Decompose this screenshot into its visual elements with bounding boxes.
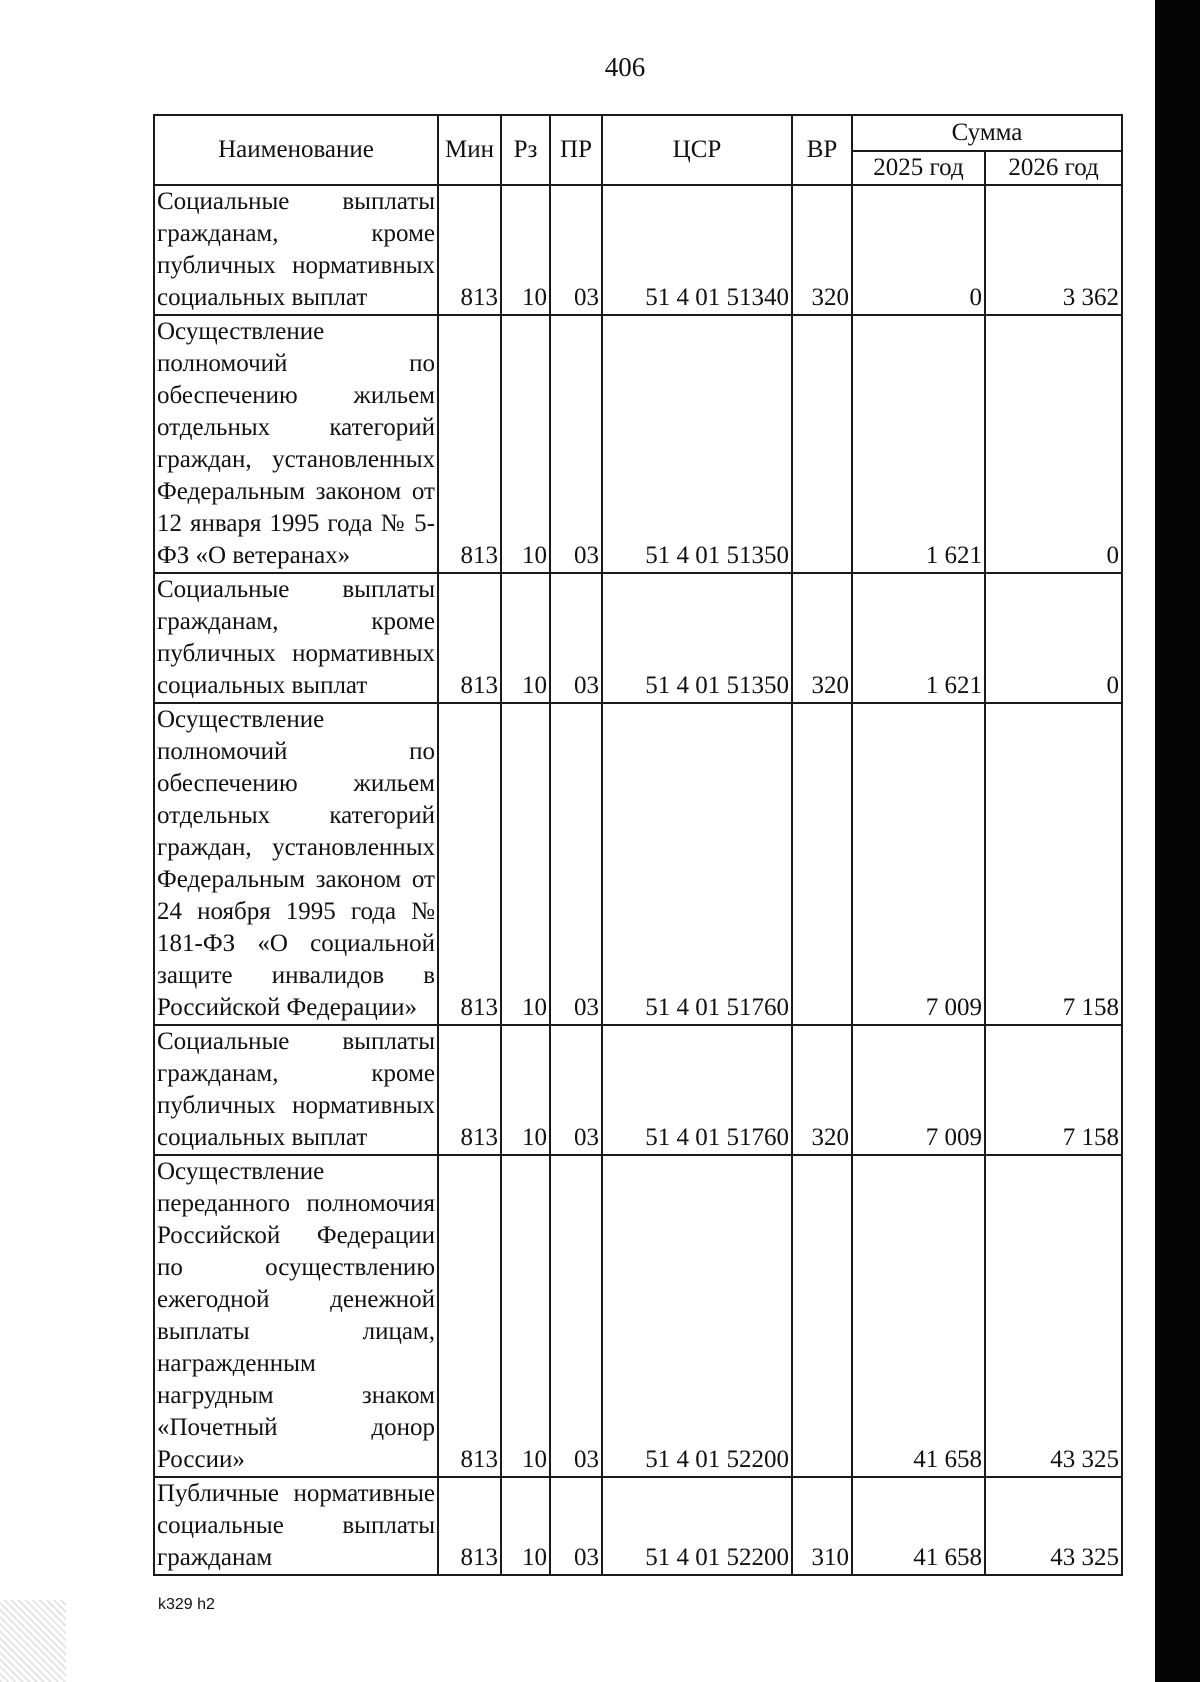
row-min: 813 [438,315,501,573]
row-vr [792,1155,852,1477]
row-csr: 51 4 01 52200 [602,1155,792,1477]
row-min: 813 [438,573,501,703]
row-rz: 10 [501,703,550,1025]
row-min: 813 [438,703,501,1025]
row-sum-2025: 1 621 [852,315,985,573]
row-sum-2026: 7 158 [985,1025,1122,1155]
scan-edge [1155,0,1200,1682]
row-vr: 320 [792,1025,852,1155]
table-row [154,1155,1122,1477]
header-year-2025: 2025 год [852,151,985,185]
row-name: Публичные нормативные социальные выплаты гражданам [154,1477,438,1575]
row-vr: 320 [792,185,852,315]
footer-code: k329 h2 [158,1596,215,1613]
row-sum-2025: 41 658 [852,1477,985,1575]
row-rz: 10 [501,1025,550,1155]
row-sum-2025: 7 009 [852,703,985,1025]
table-row [154,315,1122,573]
table-row [154,1025,1122,1155]
row-vr: 310 [792,1477,852,1575]
row-vr: 320 [792,573,852,703]
header-vr: ВР [792,115,852,185]
row-name: Осуществление полномочий по обеспечению жильем отдельных категорий граждан, установленных Федеральным законом от 24 ноября 1995 года № 181-ФЗ «О социальной защите инвалидов в Российской Федерации» [154,703,438,1025]
scan-noise [0,1600,66,1682]
row-csr: 51 4 01 51340 [602,185,792,315]
row-vr [792,703,852,1025]
row-name: Социальные выплаты гражданам, кроме публичных нормативных социальных выплат [154,185,438,315]
row-rz: 10 [501,1477,550,1575]
row-sum-2025: 7 009 [852,1025,985,1155]
table-row [154,185,1122,315]
row-pr: 03 [550,703,602,1025]
page-number: 406 [604,52,646,82]
row-sum-2026: 43 325 [985,1155,1122,1477]
budget-table [153,114,1123,1576]
row-name: Осуществление переданного полномочия Российской Федерации по осуществлению ежегодной денежной выплаты лицам, награжденным нагрудным знаком «Почетный донор России» [154,1155,438,1477]
row-pr: 03 [550,1155,602,1477]
row-csr: 51 4 01 51350 [602,315,792,573]
row-csr: 51 4 01 51350 [602,573,792,703]
row-rz: 10 [501,185,550,315]
row-sum-2026: 0 [985,573,1122,703]
header-pr: ПР [550,115,602,185]
row-rz: 10 [501,1155,550,1477]
row-pr: 03 [550,1477,602,1575]
table-row [154,1477,1122,1575]
header-min: Мин [438,115,501,185]
table-row [154,573,1122,703]
row-sum-2025: 1 621 [852,573,985,703]
row-csr: 51 4 01 52200 [602,1477,792,1575]
row-rz: 10 [501,573,550,703]
row-sum-2026: 0 [985,315,1122,573]
header-sum: Сумма [852,115,1122,151]
header-year-2026: 2026 год [985,151,1122,185]
row-pr: 03 [550,573,602,703]
row-pr: 03 [550,315,602,573]
row-sum-2025: 0 [852,185,985,315]
row-min: 813 [438,1477,501,1575]
row-min: 813 [438,185,501,315]
row-rz: 10 [501,315,550,573]
row-min: 813 [438,1155,501,1477]
header-csr: ЦСР [602,115,792,185]
row-sum-2026: 7 158 [985,703,1122,1025]
row-csr: 51 4 01 51760 [602,703,792,1025]
row-pr: 03 [550,185,602,315]
row-min: 813 [438,1025,501,1155]
header-name: Наименование [154,115,438,185]
row-vr [792,315,852,573]
row-sum-2026: 43 325 [985,1477,1122,1575]
row-name: Социальные выплаты гражданам, кроме публичных нормативных социальных выплат [154,1025,438,1155]
row-pr: 03 [550,1025,602,1155]
row-csr: 51 4 01 51760 [602,1025,792,1155]
table-row [154,703,1122,1025]
header-rz: Рз [501,115,550,185]
row-sum-2026: 3 362 [985,185,1122,315]
row-name: Социальные выплаты гражданам, кроме публичных нормативных социальных выплат [154,573,438,703]
row-sum-2025: 41 658 [852,1155,985,1477]
row-name: Осуществление полномочий по обеспечению жильем отдельных категорий граждан, установленных Федеральным законом от 12 января 1995 года № 5-ФЗ «О ветеранах» [154,315,438,573]
